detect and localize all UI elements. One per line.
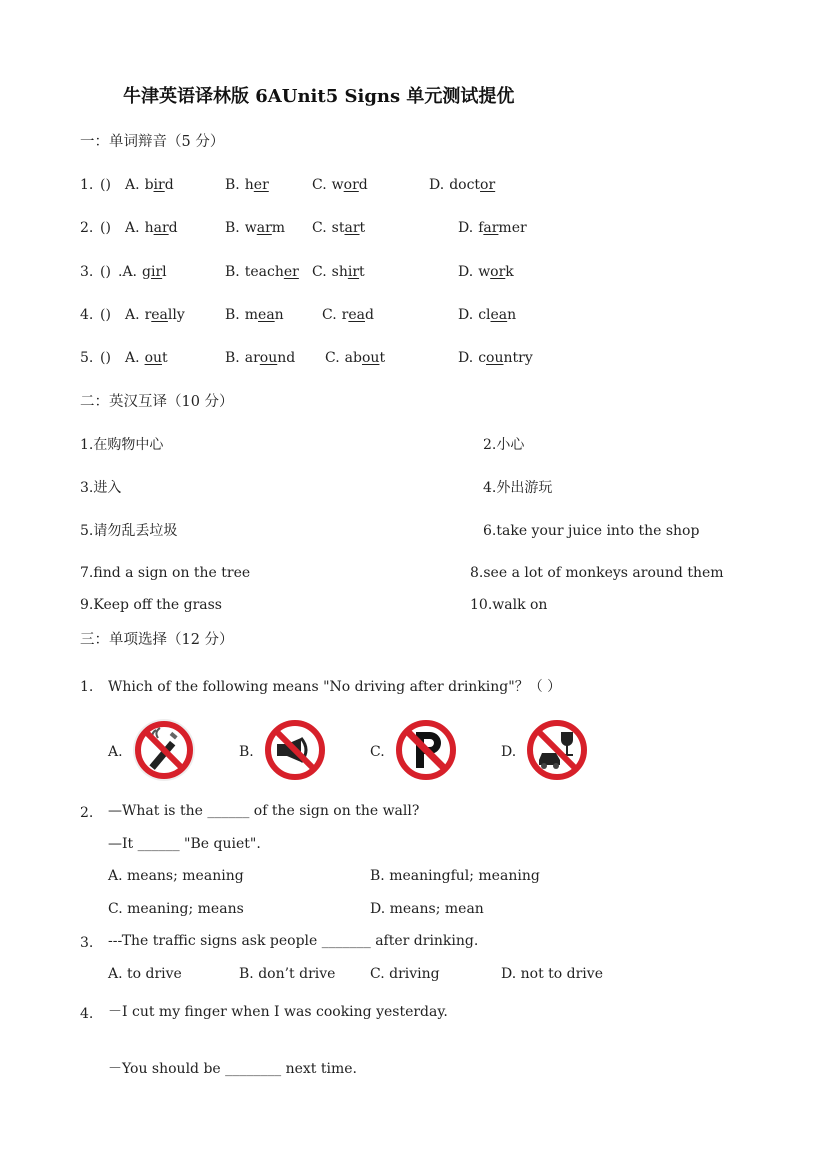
word-part: d — [365, 307, 374, 323]
word-option — [312, 263, 365, 281]
question-text: Which of the following means "No driving after drinking"？（ ） — [108, 679, 562, 695]
word-part: h — [244, 177, 254, 193]
word-option — [429, 176, 495, 194]
option-letter: B. — [225, 350, 240, 366]
question-text: －You should be ________ next time. — [108, 1061, 357, 1077]
word-option — [458, 219, 527, 237]
translation-item: 3.进入 — [80, 480, 122, 496]
word-option — [458, 306, 516, 324]
section2-heading: 二：英汉互译（10 分） — [80, 394, 234, 410]
word-part: h — [144, 220, 154, 236]
word-part: ar — [244, 350, 260, 366]
answer-option: B. don’t drive — [239, 966, 336, 982]
option-letter: A. — [125, 307, 140, 323]
answer-blank: () — [100, 307, 111, 323]
translation-item: 5.请勿乱丢垃圾 — [80, 523, 178, 539]
choice-letter: C. — [370, 744, 385, 760]
word-part: lly — [167, 307, 185, 323]
word-part: d — [168, 220, 178, 236]
option-letter: C. — [325, 350, 340, 366]
section1-heading: 一：单词辩音（5 分） — [80, 134, 225, 150]
answer-option: C. driving — [370, 966, 440, 982]
no-smoking-icon — [132, 718, 196, 782]
question-number: 2. — [80, 805, 94, 821]
answer-blank: () — [100, 264, 111, 280]
word-part: sh — [331, 264, 348, 280]
underlined-letters: ou — [259, 350, 278, 366]
section3-heading: 三：单项选择（12 分） — [80, 632, 234, 648]
item-number: 3. — [80, 264, 94, 280]
question-text: —It ______ "Be quiet". — [108, 836, 261, 852]
word-option — [325, 349, 385, 367]
word-part: w — [478, 264, 491, 280]
no-parking-icon — [394, 718, 458, 782]
answer-option: D. means; mean — [370, 901, 484, 917]
word-option — [458, 349, 533, 367]
question-text: ---The traffic signs ask people _______ after drinking. — [108, 933, 479, 949]
underlined-letters: er — [283, 264, 299, 280]
word-part: k — [505, 264, 514, 280]
option-letter: C. — [312, 220, 327, 236]
underlined-letters: er — [253, 177, 269, 193]
underlined-letters: ir — [347, 264, 360, 280]
option-letter: C. — [312, 177, 327, 193]
underlined-letters: ou — [486, 350, 504, 366]
word-option — [225, 263, 299, 281]
option-letter: C. — [312, 264, 327, 280]
word-part: n — [274, 307, 284, 323]
word-part: nd — [277, 350, 296, 366]
question-number: 3. — [80, 935, 94, 951]
no-drink-driving-icon — [525, 718, 589, 782]
word-part: mer — [498, 220, 527, 236]
option-letter: D. — [458, 350, 474, 366]
word-part: doct — [449, 177, 481, 193]
translation-item: 6.take your juice into the shop — [483, 523, 700, 539]
item-number: 1. — [80, 177, 94, 193]
translation-item: 2.小心 — [483, 437, 525, 453]
item-number: 4. — [80, 307, 94, 323]
answer-option: A. to drive — [108, 966, 182, 982]
word-part: b — [144, 177, 154, 193]
word-part: t — [379, 350, 386, 366]
word-part: teach — [244, 264, 284, 280]
word-part: m — [271, 220, 286, 236]
underlined-letters: ir — [150, 264, 163, 280]
choice-letter: A. — [108, 744, 123, 760]
word-part: st — [331, 220, 345, 236]
translation-item: 4.外出游玩 — [483, 480, 553, 496]
word-option — [312, 219, 365, 237]
option-letter: B. — [225, 307, 240, 323]
word-part: c — [478, 350, 487, 366]
question-number: 4. — [80, 1006, 94, 1022]
question-text: —What is the ______ of the sign on the wall? — [108, 803, 420, 819]
word-part: t — [359, 220, 366, 236]
underlined-letters: ea — [490, 307, 508, 323]
word-option — [125, 219, 178, 237]
option-letter: A. — [125, 350, 140, 366]
word-option — [125, 349, 168, 367]
word-option — [125, 306, 185, 324]
underlined-letters: ou — [361, 350, 380, 366]
choice-letter: B. — [239, 744, 254, 760]
word-option — [225, 306, 284, 324]
underlined-letters: ar — [483, 220, 499, 236]
word-part: l — [162, 264, 167, 280]
underlined-letters: or — [490, 264, 506, 280]
answer-option: D. not to drive — [501, 966, 603, 982]
answer-option: A. means; meaning — [108, 868, 244, 884]
word-part: d — [358, 177, 368, 193]
underlined-letters: ar — [344, 220, 360, 236]
option-letter: .A. — [118, 264, 138, 280]
word-part: cl — [478, 307, 491, 323]
answer-option: B. meaningful; meaning — [370, 868, 540, 884]
underlined-letters: ir — [153, 177, 165, 193]
underlined-letters: ar — [153, 220, 169, 236]
answer-blank: () — [100, 220, 111, 236]
word-part: r — [144, 307, 152, 323]
option-letter: B. — [225, 177, 240, 193]
translation-item: 10.walk on — [470, 597, 548, 613]
word-option — [312, 176, 368, 194]
underlined-letters: ea — [348, 307, 366, 323]
word-part: ntry — [503, 350, 533, 366]
option-letter: D. — [458, 307, 474, 323]
word-part: t — [162, 350, 168, 366]
translation-item: 7.find a sign on the tree — [80, 565, 251, 581]
word-option — [225, 219, 285, 237]
underlined-letters: ea — [258, 307, 275, 323]
underlined-letters: ar — [256, 220, 272, 236]
word-part: d — [164, 177, 174, 193]
word-part: n — [507, 307, 517, 323]
option-letter: A. — [125, 220, 140, 236]
word-option — [458, 263, 514, 281]
word-option — [322, 306, 374, 324]
option-letter: D. — [458, 220, 474, 236]
option-letter: B. — [225, 264, 240, 280]
underlined-letters: or — [480, 177, 496, 193]
word-part: f — [478, 220, 484, 236]
translation-item: 9.Keep off the grass — [80, 597, 222, 613]
underlined-letters: or — [343, 177, 359, 193]
option-letter: D. — [429, 177, 445, 193]
answer-option: C. meaning; means — [108, 901, 244, 917]
underlined-letters: ou — [144, 350, 163, 366]
word-option — [225, 349, 295, 367]
question-number: 1. — [80, 679, 94, 695]
answer-blank: () — [100, 177, 111, 193]
page-title: 牛津英语译林版 6AUnit5 Signs 单元测试提优 — [123, 86, 515, 107]
word-option — [225, 176, 269, 194]
word-option — [118, 263, 167, 281]
underlined-letters: ea — [151, 307, 168, 323]
item-number: 2. — [80, 220, 94, 236]
translation-item: 8.see a lot of monkeys around them — [470, 565, 724, 581]
option-letter: A. — [125, 177, 140, 193]
option-letter: D. — [458, 264, 474, 280]
item-number: 5. — [80, 350, 94, 366]
word-part: r — [341, 307, 349, 323]
question-text: －I cut my finger when I was cooking yesterday. — [108, 1004, 448, 1020]
word-part: w — [331, 177, 344, 193]
word-option — [125, 176, 174, 194]
word-part: ab — [344, 350, 362, 366]
option-letter: C. — [322, 307, 337, 323]
no-horn-icon — [263, 718, 327, 782]
word-part: t — [359, 264, 365, 280]
answer-blank: () — [100, 350, 111, 366]
word-part: w — [244, 220, 257, 236]
word-part: g — [142, 264, 151, 280]
translation-item: 1.在购物中心 — [80, 437, 164, 453]
choice-letter: D. — [501, 744, 517, 760]
word-part: m — [244, 307, 259, 323]
option-letter: B. — [225, 220, 240, 236]
